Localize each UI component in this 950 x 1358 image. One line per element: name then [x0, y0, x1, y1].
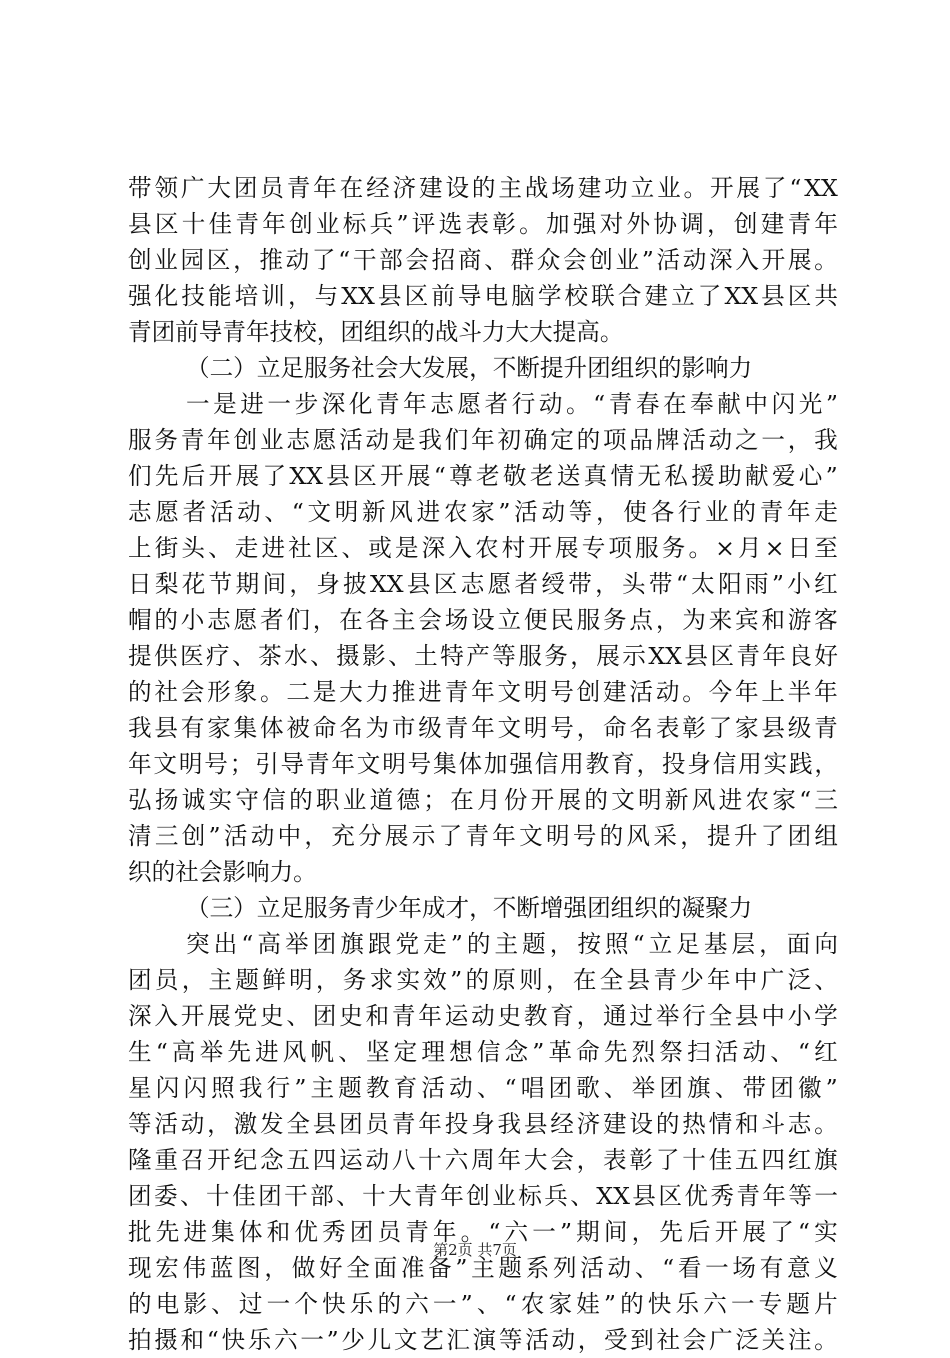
text-line: 上 街 头 、 走 进 社 区 、 或 是 深 入 农 村 开 展 专 项 服 务 。 × 月 × 日 至	[128, 534, 838, 562]
text-line: 提 供 医 疗 、 茶 水 、 摄 影 、 土 特 产 等 服 务 ， 展 示 XX 县 区 青 年 良 好	[128, 642, 838, 670]
text-line: 星 闪 闪 照 我 行 ” 主 题 教 育 活 动 、 “ 唱 团 歌 、 举 团 旗 、 带 团 徽 ”	[128, 1074, 838, 1102]
text-line: 帽 的 小 志 愿 者 们 ， 在 各 主 会 场 设 立 便 民 服 务 点 ， 为 来 宾 和 游 客	[128, 606, 838, 634]
text-line: 生 “ 高 举 先 进 风 帆 、 坚 定 理 想 信 念 ” 革 命 先 烈 祭 扫 活 动 、 “ 红	[128, 1038, 838, 1066]
text-line: 的 社 会 形 象 。 二 是 大 力 推 进 青 年 文 明 号 创 建 活 动 。 今 年 上 半 年	[128, 678, 838, 706]
text-line: 的 电 影 、 过 一 个 快 乐 的 六 一 ” 、 “ 农 家 娃 ” 的 快 乐 六 一 专 题 片	[128, 1290, 838, 1318]
text-line: 弘 扬 诚 实 守 信 的 职 业 道 德 ； 在 月 份 开 展 的 文 明 新 风 进 农 家 “ 三	[128, 786, 838, 814]
text-line: 现 宏 伟 蓝 图 ， 做 好 全 面 准 备 ” 主 题 系 列 活 动 、 “ 看 一 场 有 意 义	[128, 1254, 838, 1282]
text-line: （二）立足服务社会大发展，不断提升团组织的影响力	[186, 354, 753, 382]
text-line: 等 活 动 ， 激 发 全 县 团 员 青 年 投 身 我 县 经 济 建 设 的 热 情 和 斗 志 。	[128, 1110, 838, 1138]
text-line: 志 愿 者 活 动 、 “ 文 明 新 风 进 农 家 ” 活 动 等 ， 使 各 行 业 的 青 年 走	[128, 498, 838, 526]
document-body	[128, 170, 838, 1358]
text-line: 一 是 进 一 步 深 化 青 年 志 愿 者 行 动 。 “ 青 春 在 奉 献 中 闪 光 ”	[186, 390, 838, 418]
text-line: 织的社会影响力。	[128, 858, 317, 886]
text-line: 团 委 、 十 佳 团 干 部 、 十 大 青 年 创 业 标 兵 、 XX 县 区 优 秀 青 年 等 一	[128, 1182, 838, 1210]
text-line: 隆 重 召 开 纪 念 五 四 运 动 八 十 六 周 年 大 会 ， 表 彰 了 十 佳 五 四 红 旗	[128, 1146, 838, 1174]
text-line: 突 出 “ 高 举 团 旗 跟 党 走 ” 的 主 题 ， 按 照 “ 立 足 基 层 ， 面 向	[186, 930, 838, 958]
text-line: 拍 摄 和 “ 快 乐 六 一 ” 少 儿 文 艺 汇 演 等 活 动 ， 受 到 社 会 广 泛 关 注 。	[128, 1326, 838, 1354]
text-line: 清 三 创 ” 活 动 中 ， 充 分 展 示 了 青 年 文 明 号 的 风 采 ， 提 升 了 团 组	[128, 822, 838, 850]
text-line: 年 文 明 号 ； 引 导 青 年 文 明 号 集 体 加 强 信 用 教 育 ， 投 身 信 用 实 践 ，	[128, 750, 838, 778]
text-line: 带 领 广 大 团 员 青 年 在 经 济 建 设 的 主 战 场 建 功 立 业 。 开 展 了 “ XX	[128, 174, 838, 202]
page-footer: 第2页 共7页	[433, 1241, 517, 1259]
text-line: 团 员 ， 主 题 鲜 明 ， 务 求 实 效 ” 的 原 则 ， 在 全 县 青 少 年 中 广 泛 、	[128, 966, 838, 994]
text-line: 们 先 后 开 展 了 XX 县 区 开 展 “ 尊 老 敬 老 送 真 情 无 私 援 助 献 爱 心 ”	[128, 462, 838, 490]
text-line: 我 县 有 家 集 体 被 命 名 为 市 级 青 年 文 明 号 ， 命 名 表 彰 了 家 县 级 青	[128, 714, 838, 742]
text-line: 服 务 青 年 创 业 志 愿 活 动 是 我 们 年 初 确 定 的 项 品 牌 活 动 之 一 ， 我	[128, 426, 838, 454]
text-line: 强 化 技 能 培 训 ， 与 XX 县 区 前 导 电 脑 学 校 联 合 建 立 了 XX 县 区 共	[128, 282, 838, 310]
text-line: 创 业 园 区 ， 推 动 了 “ 干 部 会 招 商 、 群 众 会 创 业 ” 活 动 深 入 开 展 。	[128, 246, 838, 274]
text-line: 县 区 十 佳 青 年 创 业 标 兵 ” 评 选 表 彰 。 加 强 对 外 协 调 ， 创 建 青 年	[128, 210, 838, 238]
text-line: 青团前导青年技校，团组织的战斗力大大提高。	[128, 318, 624, 346]
text-line: 日 梨 花 节 期 间 ， 身 披 XX 县 区 志 愿 者 绶 带 ， 头 带 “ 太 阳 雨 ” 小 红	[128, 570, 838, 598]
text-line: 深 入 开 展 党 史 、 团 史 和 青 年 运 动 史 教 育 ， 通 过 举 行 全 县 中 小 学	[128, 1002, 838, 1030]
text-line: 批 先 进 集 体 和 优 秀 团 员 青 年 。 “ 六 一 ” 期 间 ， 先 后 开 展 了 “ 实	[128, 1218, 838, 1246]
text-line: （三）立足服务青少年成才，不断增强团组织的凝聚力	[186, 894, 753, 922]
